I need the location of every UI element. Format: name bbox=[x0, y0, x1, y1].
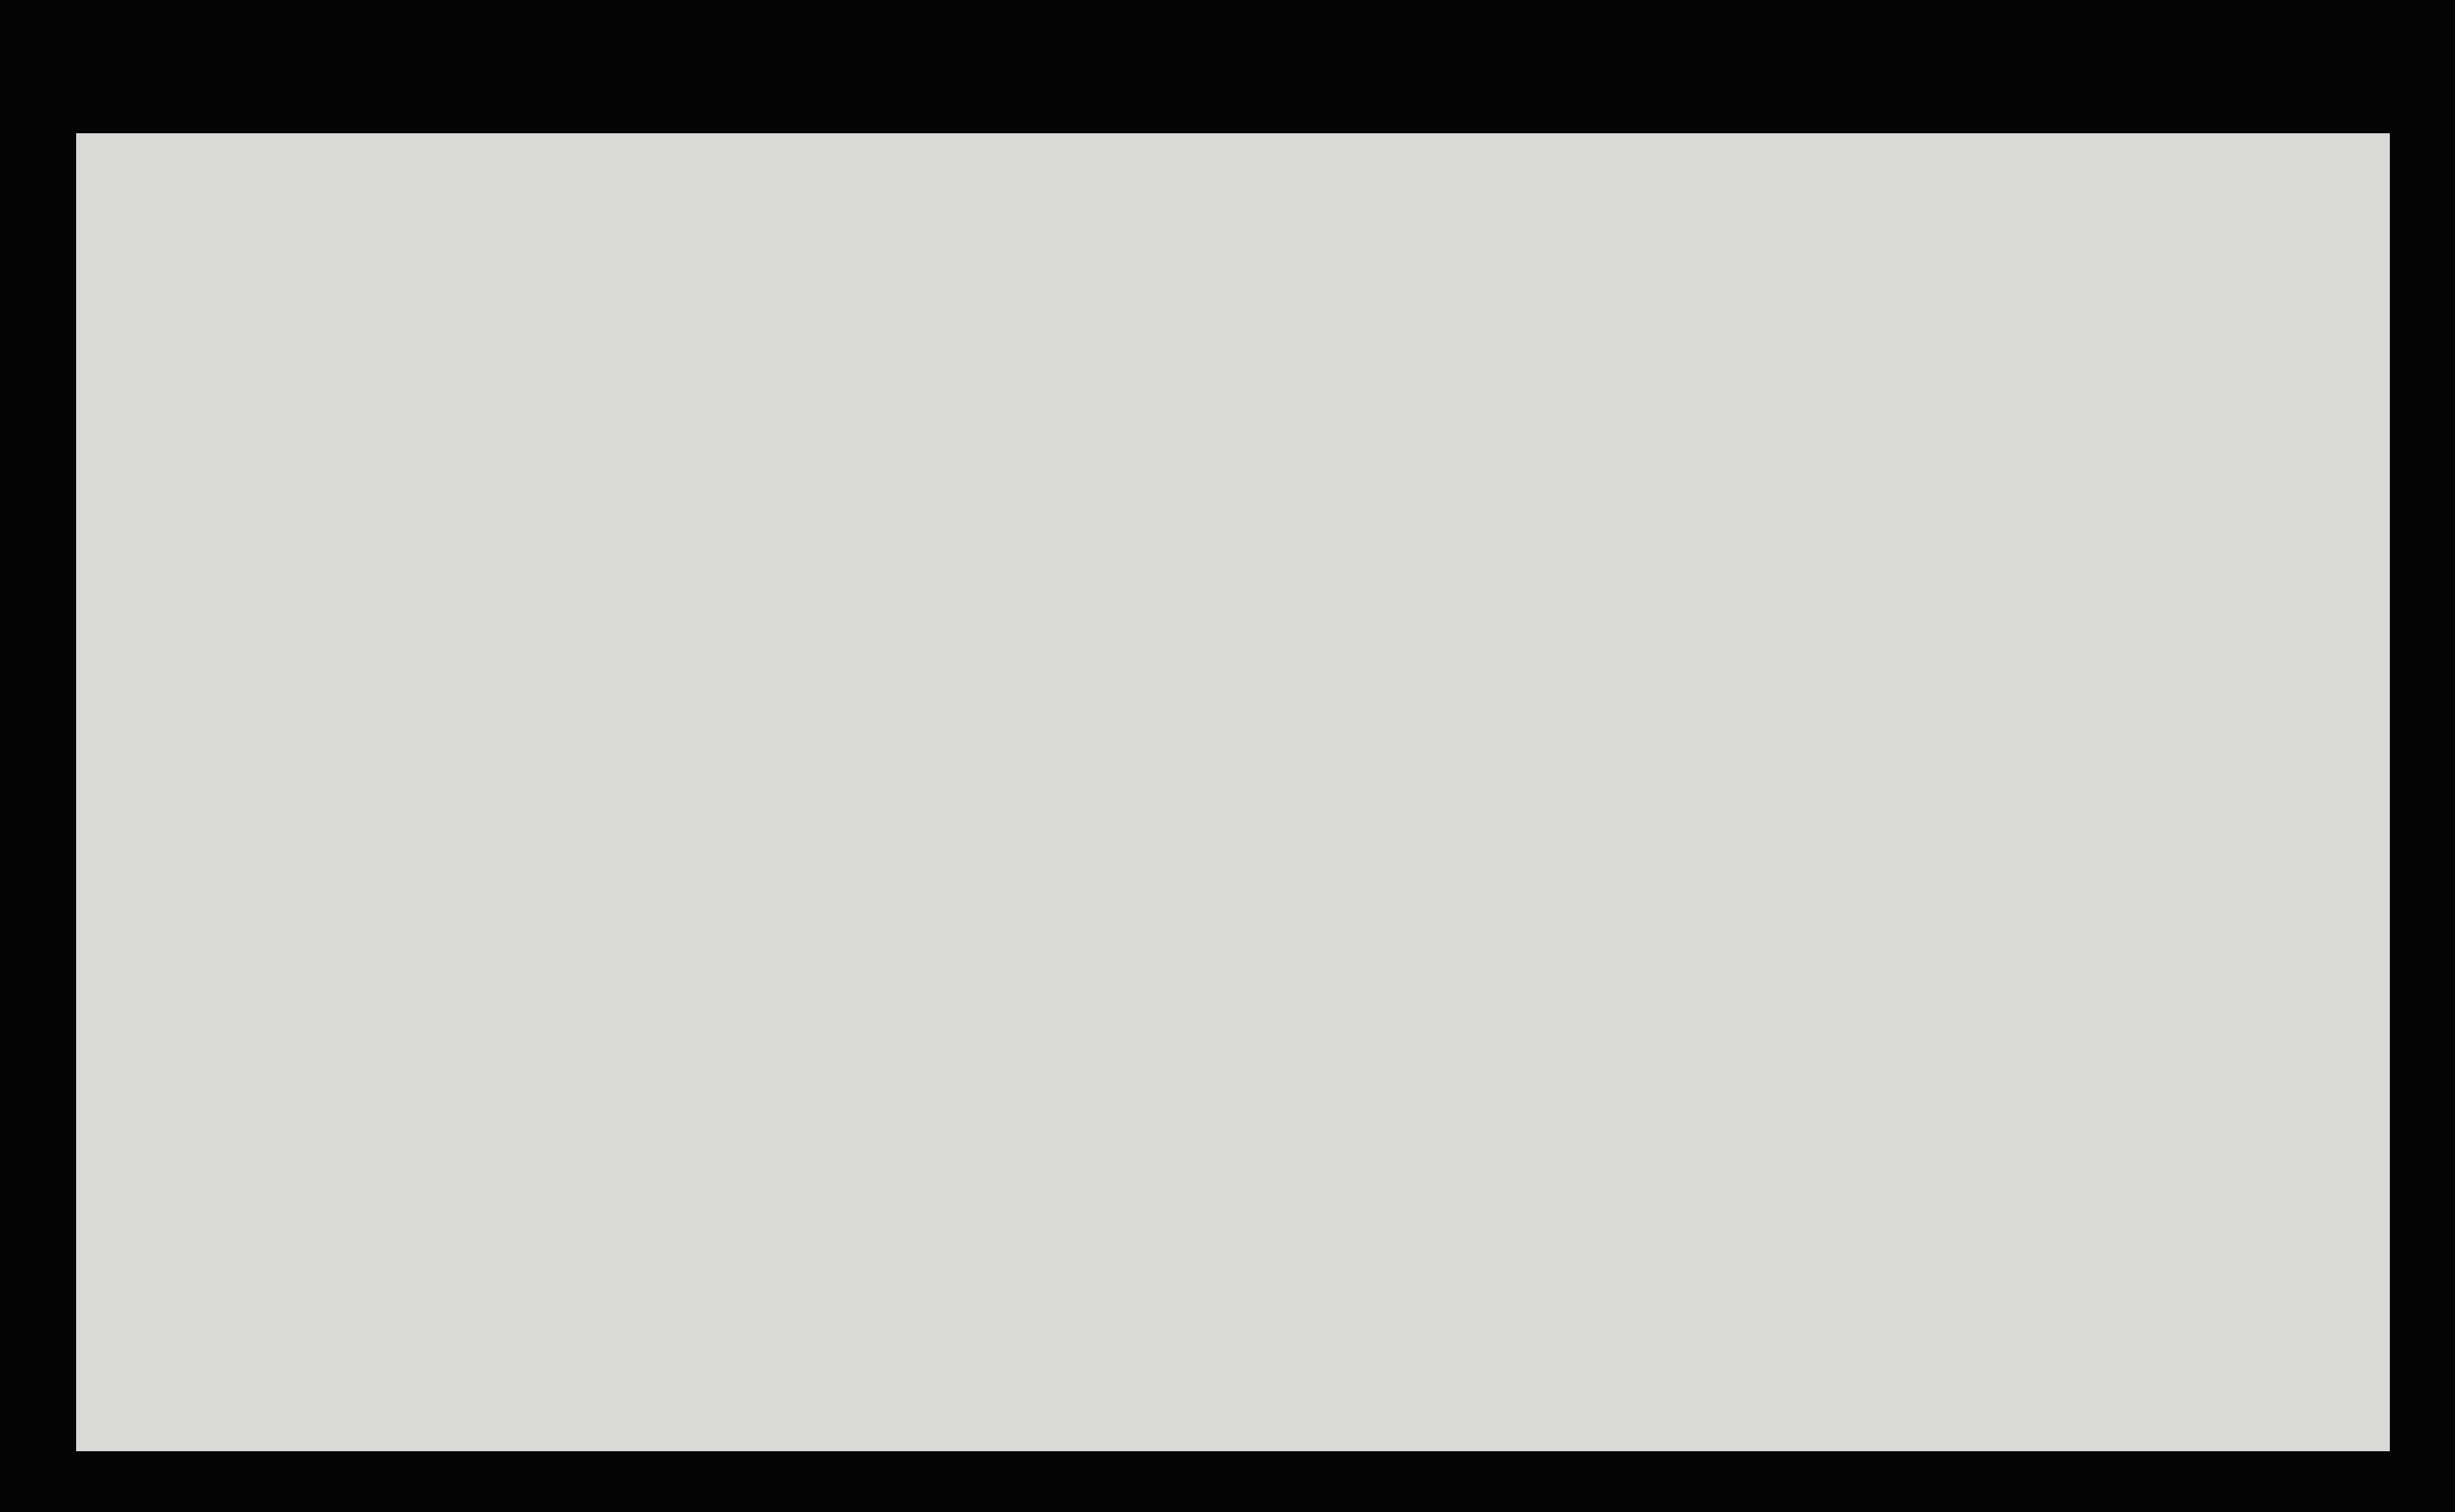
census-card-sheet bbox=[76, 133, 2390, 1451]
census-form bbox=[76, 133, 2390, 1451]
